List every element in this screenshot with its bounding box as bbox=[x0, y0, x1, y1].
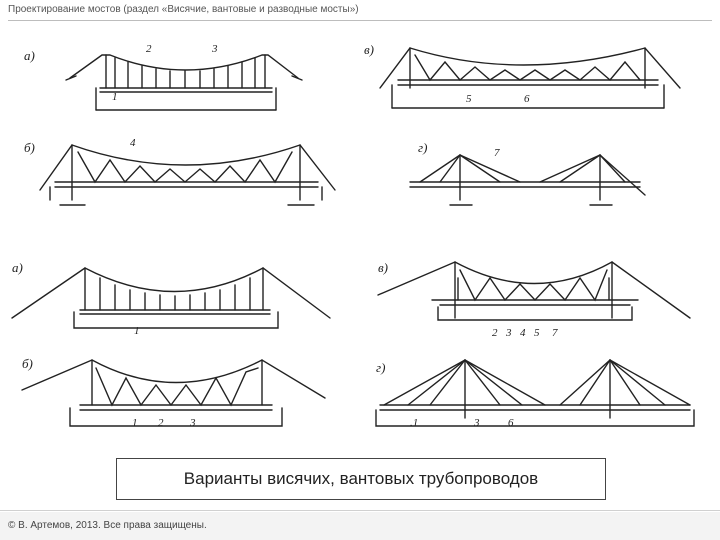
label-g-bot: г) bbox=[376, 360, 386, 375]
label-v-bot: в) bbox=[378, 260, 388, 275]
footer-divider bbox=[0, 510, 720, 511]
diagram-g-top bbox=[410, 155, 645, 205]
callout-v-bot-5: 5 bbox=[534, 327, 540, 339]
diagram-v-top bbox=[380, 48, 680, 108]
callout-b-top-4: 4 bbox=[130, 137, 136, 149]
callout-v-bot-7: 7 bbox=[552, 327, 558, 339]
callout-b-bot-2: 2 bbox=[158, 417, 164, 429]
footer-bar bbox=[0, 512, 720, 540]
diagram-v-bot bbox=[378, 262, 690, 320]
callout-g-top-7: 7 bbox=[494, 147, 500, 159]
callout-a-bot-1: 1 bbox=[134, 325, 140, 337]
diagram-a-top bbox=[66, 55, 302, 110]
callout-b-bot-3: 3 bbox=[190, 417, 196, 429]
label-b-top: б) bbox=[24, 140, 35, 155]
callout-v-bot-3: 3 bbox=[506, 327, 512, 339]
callout-g-bot-1: .1 bbox=[410, 417, 419, 429]
label-a-bot: а) bbox=[12, 260, 23, 275]
callout-a-top-3: 3 bbox=[212, 43, 218, 55]
callout-g-bot-3: 3 bbox=[474, 417, 480, 429]
callout-v-top-5: 5 bbox=[466, 93, 472, 105]
callout-v-bot-4: 4 bbox=[520, 327, 526, 339]
caption-box: Варианты висячих, вантовых трубопроводов bbox=[116, 458, 606, 500]
label-a-top: а) bbox=[24, 48, 35, 63]
callout-a-top-2: 2 bbox=[146, 43, 152, 55]
callout-v-bot-2: 2 bbox=[492, 327, 498, 339]
slide-header: Проектирование мостов (раздел «Висячие, вантовые и разводные мосты») bbox=[8, 4, 359, 15]
copyright-text: © В. Артемов, 2013. Все права защищены. bbox=[8, 520, 207, 531]
callout-a-top-1: 1 bbox=[112, 91, 118, 103]
diagram-b-bot bbox=[22, 360, 325, 426]
diagram-b-top bbox=[40, 145, 335, 205]
label-g-top: г) bbox=[418, 140, 428, 155]
callout-b-bot-1: 1 bbox=[132, 417, 138, 429]
callout-v-top-6: 6 bbox=[524, 93, 530, 105]
callout-g-bot-6: 6 bbox=[508, 417, 514, 429]
diagram-g-bot bbox=[376, 360, 694, 426]
label-v-top: в) bbox=[364, 42, 374, 57]
diagram-a-bot bbox=[12, 268, 330, 328]
label-b-bot: б) bbox=[22, 356, 33, 371]
